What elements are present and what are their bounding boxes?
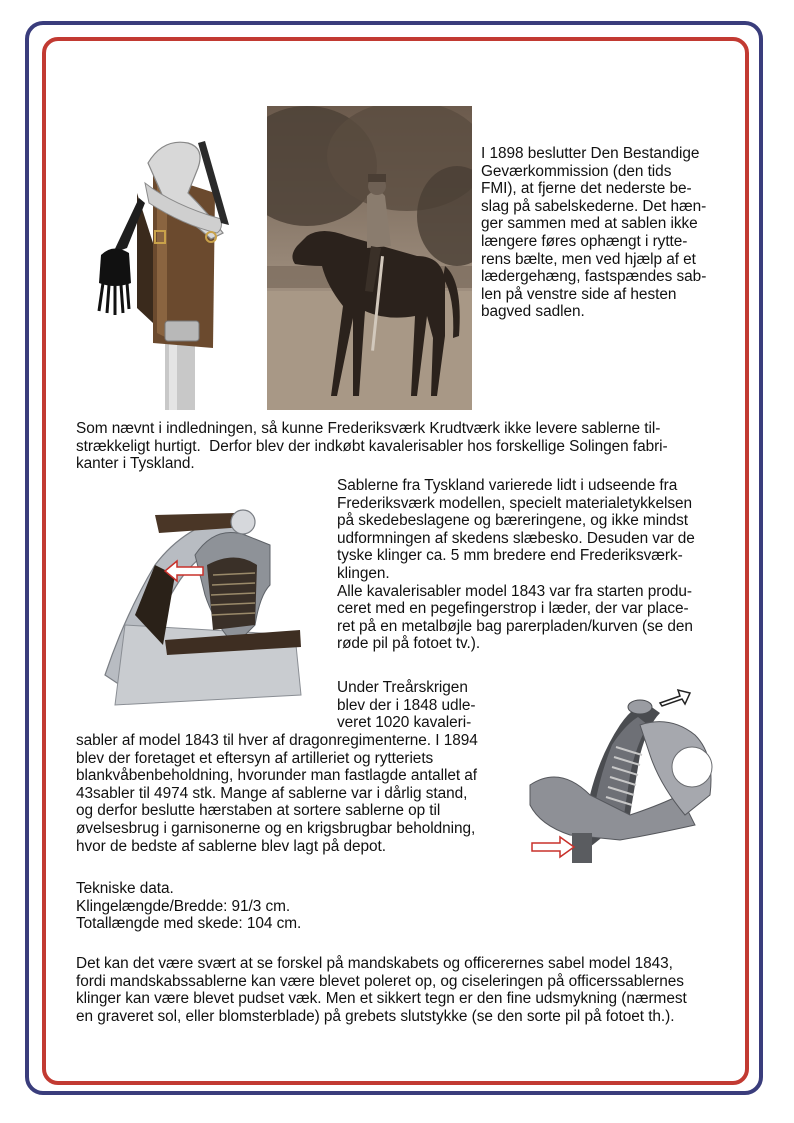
- black-arrow-icon: [660, 690, 690, 706]
- red-arrow-icon: [532, 837, 574, 857]
- paragraph-trearskrigen-rest: sabler af model 1843 til hver af dragonregimenterne. I 1894 blev der foretaget et eftersyn af artilleriet og rytteriets blankvåbenbeholdning, hvorunder man fastlagde antallet af 43sabler til 4974 stk. Mange af sablerne var i dårlig stand, og derfor beslutte hærstaben at sortere sablerne op til øvelsesbrug i garnisonerne og en krigsbrugbar beholdning, hvor de bedste af sablerne blev lagt på depot.: [76, 732, 478, 855]
- sabre-hanger-photo: [93, 133, 243, 410]
- hilt-pommel-photo: [520, 685, 720, 863]
- technical-specs: Tekniske data. Klingelængde/Bredde: 91/3 cm. Totallængde med skede: 104 cm.: [76, 880, 302, 933]
- paragraph-final: Det kan det være svært at se forskel på mandskabets og officerernes sabel model 1843, fordi mandskabssablerne kan være blevet poleret op, og ciseleringen på officerssablernes klinger kan være blevet pudset væk. Men et sikkert tegn er den fine udsmykning (nærmest en graveret sol, eller blomsterblade) på grebets slutstykke (se den sorte pil på fotoet th.).: [76, 955, 687, 1025]
- hilt-finger-strap-photo: [95, 505, 303, 710]
- cavalryman-on-horse-photo: [267, 106, 472, 410]
- paragraph-intro: Som nævnt i indledningen, så kunne Frederiksværk Krudtværk ikke levere sablerne til- strækkeligt hurtigt. Derfor blev der indkøbt kavalerisabler hos forskellige Solingen fabri- kanter i Tyskland.: [76, 420, 668, 473]
- paragraph-trearskrigen-top: Under Treårskrigen blev der i 1848 udle- veret 1020 kavaleri-: [337, 679, 476, 732]
- paragraph-tyskland: Sablerne fra Tyskland varierede lidt i udseende fra Frederiksværk modellen, specielt materialetykkelsen på skedebeslagene og bæreringene, og ikke mindst udformningen af skedens slæbesko. Desuden var de tyske klinger ca. 5 mm bredere end Frederiksværk- klingen. Alle kavalerisabler model 1843 var fra starten produ- ceret med en pegefingerstrop i læder, der var place- ret på en metalbøjle bag parerpladen/kurven (se den røde pil på fotoet tv.).: [337, 477, 695, 653]
- paragraph-1898: I 1898 beslutter Den Bestandige Geværkommission (den tids FMI), at fjerne det nederste be- slag på sabelskederne. Det hæn- ger sammen med at sablen ikke længere føres ophængt i rytte- rens bælte, men ved hjælp af et lædergehæng, fastspændes sab- len på venstre side af hesten bagved sadlen.: [481, 145, 707, 321]
